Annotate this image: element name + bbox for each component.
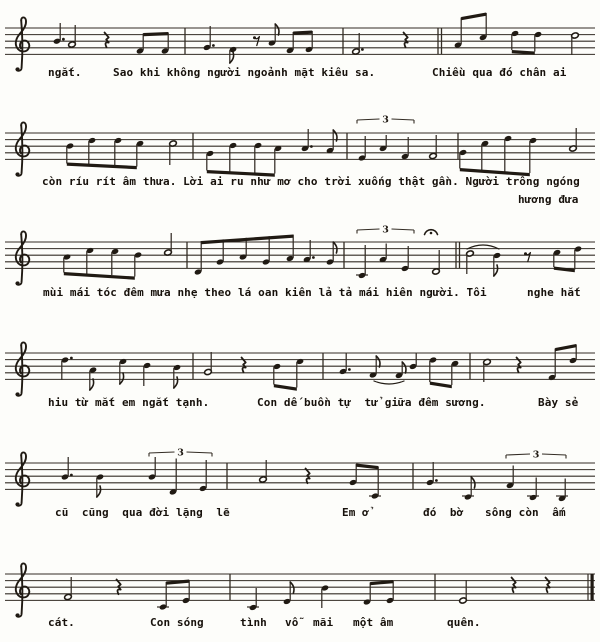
lyric-segment: tình — [240, 616, 267, 629]
lyric-segment: một âm — [353, 616, 394, 629]
triplet-number: 3 — [532, 449, 540, 461]
lyric-segment: Con sóng — [150, 616, 204, 629]
triplet-number: 3 — [382, 224, 389, 236]
lyric-segment: Em ở — [342, 506, 369, 519]
lyric-segment: mùi mái tóc đêm mưa nhẹ theo lá oan kiên lả tả mái hiên người. Tôi — [43, 286, 487, 299]
lyric-segment: quên. — [447, 616, 481, 629]
triplet-number: 3 — [177, 447, 184, 459]
lyric-segment: Chiều qua đó chân ai — [432, 66, 567, 79]
lyric-segment: ngắt. — [48, 66, 82, 79]
lyric-segment: hiu từ mắt em ngắt tạnh. — [48, 396, 210, 409]
lyric-segment: cũ cũng qua đời lặng lẽ — [55, 506, 230, 519]
lyric-segment: Con dế buồn tự tử giữa đêm sương. — [257, 396, 486, 409]
lyric-segment: còn ríu rít âm thưa. Lời ai ru như mơ cho trời xuống thật gần. Người trông ngóng — [42, 175, 580, 188]
triplet-number: 3 — [382, 114, 389, 126]
lyric-segment: vỗ — [285, 616, 299, 629]
lyric-segment: Sao khi không người ngoảnh mặt kiêu sa. — [113, 66, 376, 79]
lyric-segment: mãi — [313, 616, 334, 629]
lyric-segment: đó bờ — [423, 506, 464, 519]
lyric-segment: sông còn ấm — [485, 506, 566, 519]
lyric-segment: nghe hắt — [527, 286, 581, 299]
lyric-segment: Bày sẻ — [538, 396, 579, 409]
lyric-segment: cát. — [48, 616, 75, 629]
lyric-segment: hương đưa — [518, 193, 579, 206]
